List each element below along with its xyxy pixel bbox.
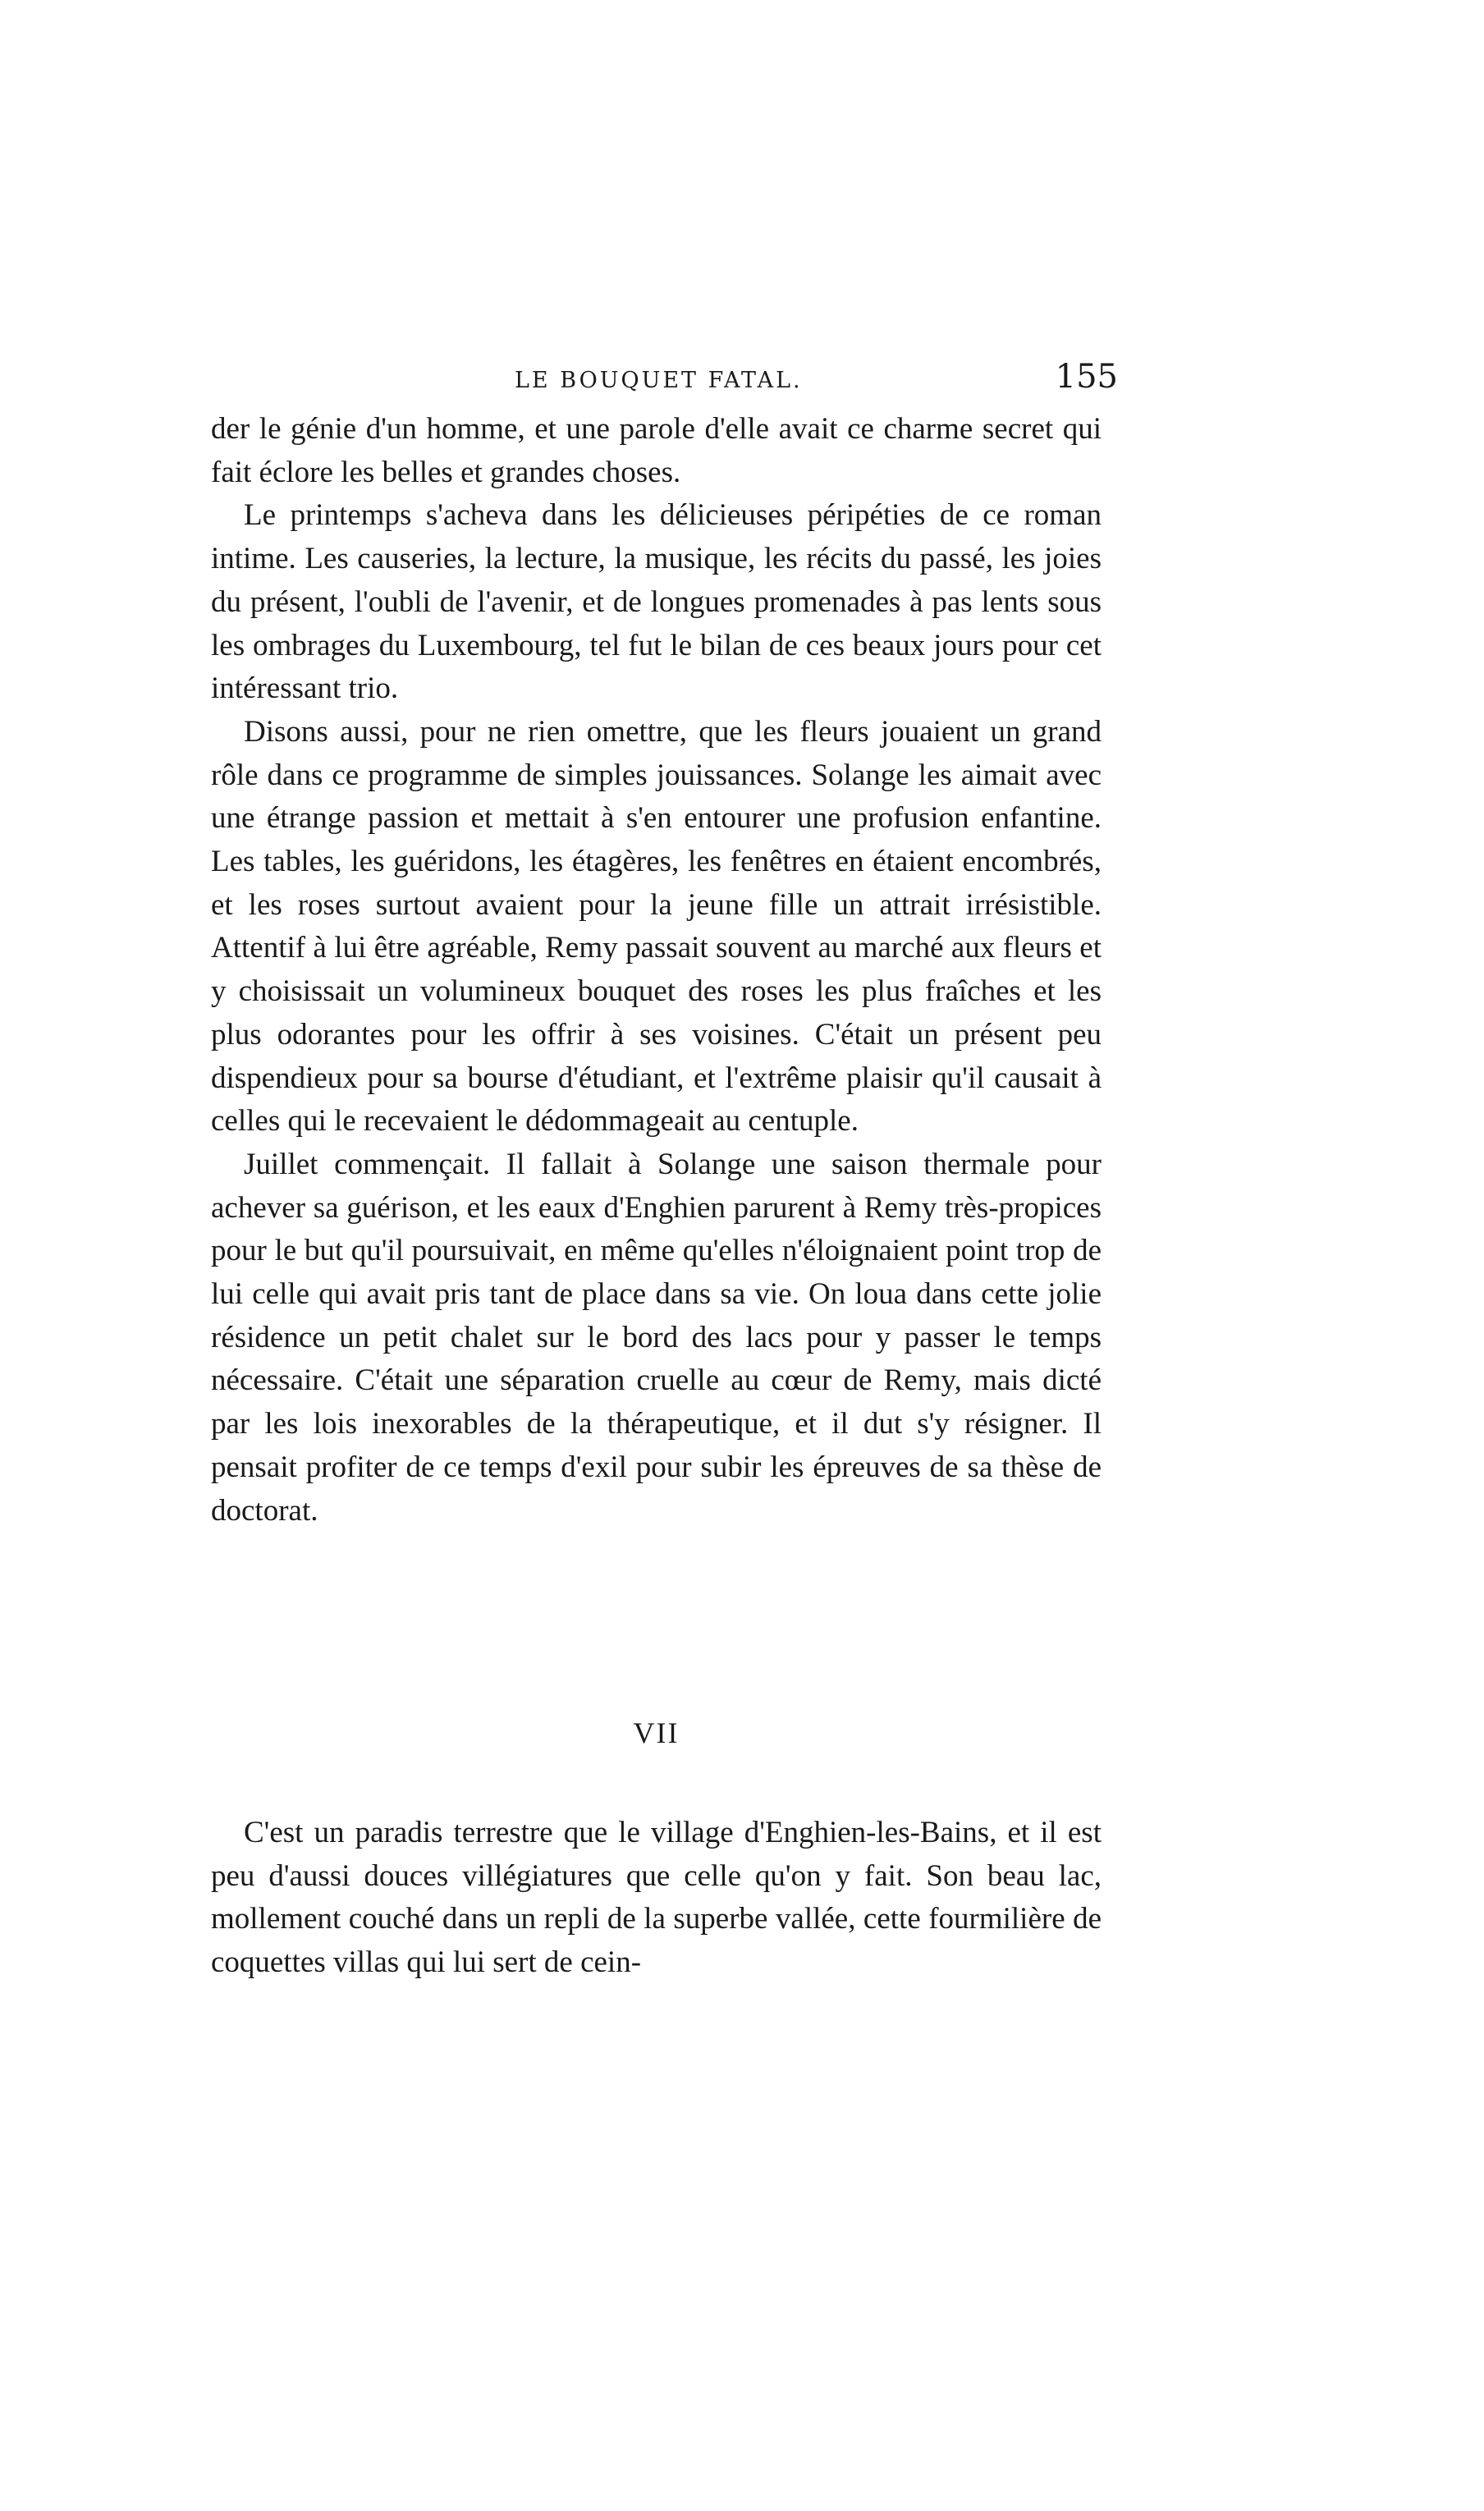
section-heading: VII bbox=[633, 1716, 680, 1749]
paragraph: Le printemps s'acheva dans les délicieuses péripéties de ce roman intime. Les causeries, la lecture, la musique, les récits du passé, les joies du présent, l'oubli de l'avenir, et de longues promenades à pas lents sous les ombrages du Luxembourg, tel fut le bilan de ces beaux jours pour cet intéressant trio. bbox=[211, 498, 1102, 706]
paragraph: Disons aussi, pour ne rien omettre, que les fleurs jouaient un grand rôle dans ce programme de simples jouissances. Solange les aimait avec une étrange passion et mettait à s'en entourer une profusion enfantine. Les tables, les guéridons, les étagères, les fenêtres en étaient encombrés, et les roses surtout avaient pour la jeune fille un attrait irrésistible. Attentif à lui être agréable, Remy passait souvent au marché aux fleurs et y choisissait un volumineux bouquet des roses les plus fraîches et les plus odorantes pour les offrir à ses voisines. C'était un présent peu dispendieux pour sa bourse d'étudiant, et l'extrême plaisir qu'il causait à celles qui le recevaient le dédommageait au centuple. bbox=[211, 714, 1102, 1139]
paragraph: der le génie d'un homme, et une parole d'elle avait ce charme secret qui fait éclore les belles et grandes choses. bbox=[211, 412, 1102, 489]
chapter-text bbox=[211, 408, 1102, 1533]
page-number: 155 bbox=[1055, 358, 1118, 396]
section-text bbox=[211, 1812, 1102, 1985]
running-title: LE BOUQUET FATAL. bbox=[515, 368, 803, 393]
paragraph: C'est un paradis terrestre que le village d'Enghien-les-Bains, et il est peu d'aussi douces villégiatures que celle qu'on y fait. Son beau lac, mollement couché dans un repli de la superbe vallée, cette fourmilière de coquettes villas qui lui sert de cein- bbox=[211, 1816, 1102, 1980]
paragraph: Juillet commençait. Il fallait à Solange une saison thermale pour achever sa guérison, et les eaux d'Enghien parurent à Remy très-propices pour le but qu'il poursuivait, en même qu'elles n'éloignaient point trop de lui celle qui avait pris tant de place dans sa vie. On loua dans cette jolie résidence un petit chalet sur le bord des lacs pour y passer le temps nécessaire. C'était une séparation cruelle au cœur de Remy, mais dicté par les lois inexorables de la thérapeutique, et il dut s'y résigner. Il pensait profiter de ce temps d'exil pour subir les épreuves de sa thèse de doctorat. bbox=[211, 1147, 1102, 1528]
page-header bbox=[211, 358, 1118, 407]
